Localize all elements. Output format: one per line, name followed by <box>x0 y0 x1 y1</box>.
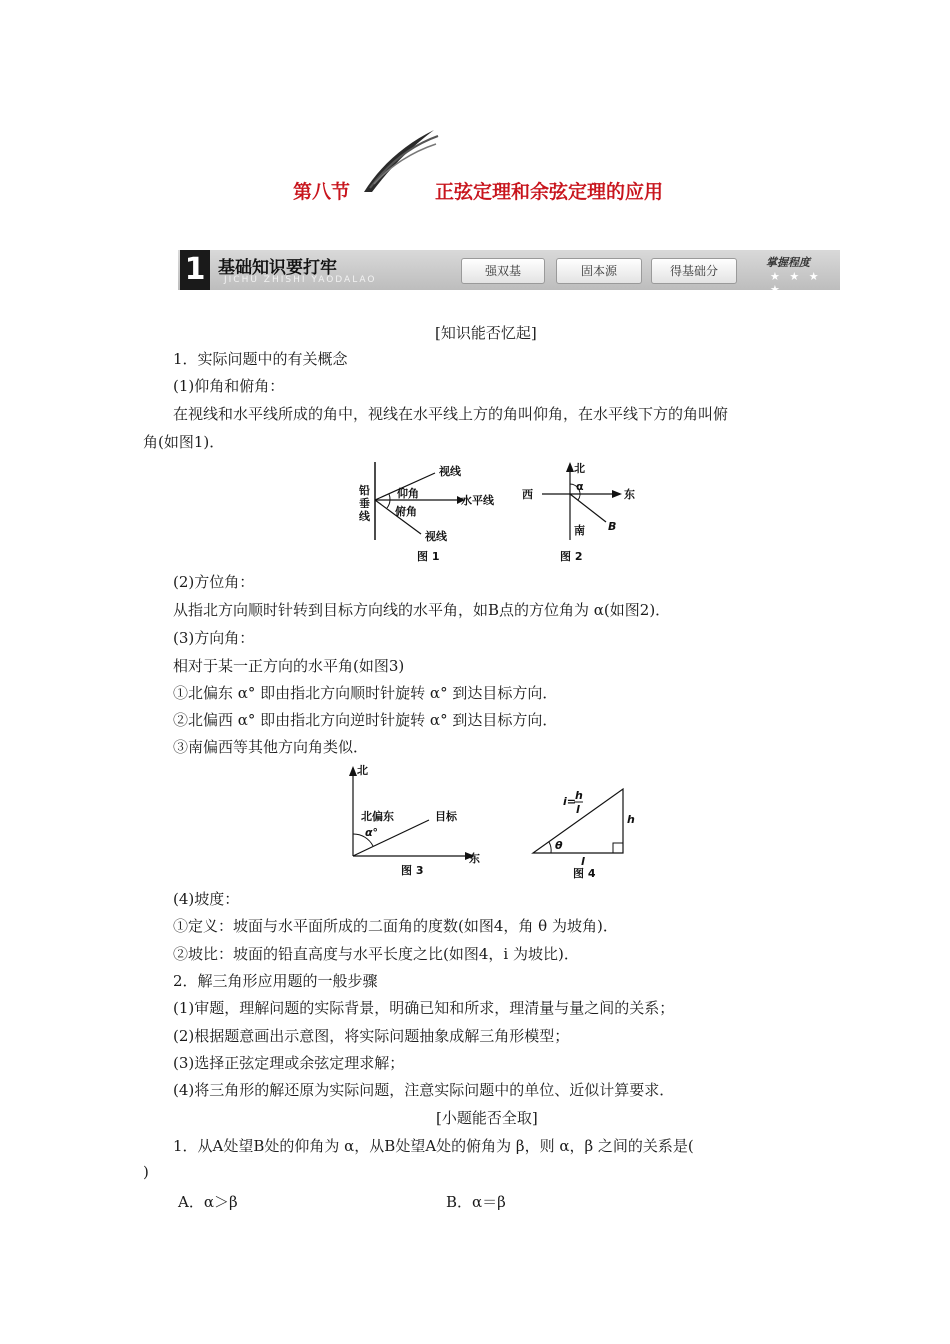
paragraph: ②北偏西 α° 即由指北方向逆时针旋转 α° 到达目标方向． <box>173 711 558 729</box>
fig3-label: 北偏东 <box>361 810 394 823</box>
fig1-depression: 俯角 <box>395 505 417 518</box>
fig1-horizontal: 水平线 <box>461 494 494 507</box>
paragraph: 在视线和水平线所成的角中，视线在水平线上方的角叫仰角，在水平线下方的角叫俯 <box>173 405 729 423</box>
fig1-sight-top: 视线 <box>439 465 461 478</box>
figure-3 <box>345 762 495 880</box>
paragraph: (4)坡度： <box>173 890 240 908</box>
paragraph: 1．实际问题中的有关概念 <box>173 350 348 368</box>
paragraph: (2)方位角： <box>173 573 255 591</box>
question-1-end: ) <box>143 1163 149 1181</box>
fig4-num: h <box>575 789 583 802</box>
fig3-angle: α° <box>365 826 379 839</box>
page-title: 正弦定理和余弦定理的应用 <box>435 181 664 203</box>
paragraph: (2)根据题意画出示意图，将实际问题抽象成解三角形模型； <box>173 1027 570 1045</box>
fig2-west: 西 <box>522 488 533 501</box>
option-b[interactable]: B．α＝β <box>446 1193 506 1211</box>
banner-pinyin: JICHU ZHISHI YAODALAO <box>224 275 377 285</box>
section-number: 第八节 <box>293 181 351 203</box>
paragraph: (1)仰角和俯角： <box>173 377 285 395</box>
fig3-north: 北 <box>357 764 368 777</box>
fig2-point-b: B <box>608 520 617 533</box>
fig4-theta: θ <box>555 839 563 852</box>
paragraph: ②坡比：坡面的铅直高度与水平长度之比(如图4，i 为坡比)． <box>173 945 579 963</box>
option-a[interactable]: A．α＞β <box>178 1193 238 1211</box>
question-1: 1．从A处望B处的仰角为 α，从B处望A处的俯角为 β，则 α，β 之间的关系是( <box>173 1137 694 1155</box>
fig4-caption: 图 4 <box>573 867 596 880</box>
paragraph: ③南偏西等其他方向角类似． <box>173 738 369 756</box>
fig1-elevation: 仰角 <box>397 487 419 500</box>
fig2-south: 南 <box>574 524 585 537</box>
practice-heading: [小题能否全取] <box>436 1109 538 1127</box>
figure-1 <box>355 460 515 570</box>
section-banner <box>178 250 840 296</box>
button-de-ji-chu-fen[interactable]: 得基础分 <box>651 258 737 284</box>
button-qiang-shuang-ji[interactable]: 强双基 <box>461 258 545 284</box>
fig3-target: 目标 <box>435 810 457 823</box>
fig2-alpha: α <box>576 480 584 493</box>
fig4-ratio: i= <box>563 795 576 808</box>
paragraph: ①定义：坡面与水平面所成的二面角的度数(如图4，角 θ 为坡角)． <box>173 917 618 935</box>
paragraph: ①北偏东 α° 即由指北方向顺时针旋转 α° 到达目标方向． <box>173 684 558 702</box>
fig1-vertical-1: 铅 <box>359 484 370 497</box>
paragraph: 相对于某一正方向的水平角(如图3) <box>173 657 405 675</box>
fig4-den: l <box>576 803 580 816</box>
figure-4 <box>525 785 645 880</box>
banner-heading: 基础知识要打牢 <box>218 258 337 278</box>
fig1-caption: 图 1 <box>417 550 440 563</box>
fig3-caption: 图 3 <box>401 864 424 877</box>
fig1-sight-bottom: 视线 <box>425 530 447 543</box>
fig1-vertical-2: 垂 <box>359 497 370 510</box>
fig4-height: h <box>627 813 635 826</box>
fig2-caption: 图 2 <box>560 550 583 563</box>
paragraph: (1)审题，理解问题的实际背景，明确已知和所求，理清量与量之间的关系； <box>173 999 675 1017</box>
banner-number-badge: 1 <box>180 250 210 290</box>
fig3-east: 东 <box>469 852 480 865</box>
mastery-label: 掌握程度 <box>766 256 810 269</box>
fig2-north: 北 <box>574 462 585 475</box>
paragraph: 2．解三角形应用题的一般步骤 <box>173 972 378 990</box>
star-rating-icon: ★ ★ ★ ★ <box>770 270 822 296</box>
paragraph: (4)将三角形的解还原为实际问题，注意实际问题中的单位、近似计算要求． <box>173 1081 675 1099</box>
button-gu-ben-yuan[interactable]: 固本源 <box>556 258 642 284</box>
figure-2 <box>520 460 640 570</box>
fig1-vertical-3: 线 <box>359 510 370 523</box>
paragraph: 从指北方向顺时针转到目标方向线的水平角，如B点的方位角为 α(如图2)． <box>173 601 671 619</box>
fig2-east: 东 <box>624 488 635 501</box>
swoosh-decoration-icon <box>360 126 440 194</box>
knowledge-heading: [知识能否忆起] <box>435 324 537 342</box>
paragraph: (3)选择正弦定理或余弦定理求解； <box>173 1054 405 1072</box>
fig4-length: l <box>581 855 585 868</box>
paragraph: 角(如图1)． <box>143 433 225 451</box>
paragraph: (3)方向角： <box>173 629 255 647</box>
